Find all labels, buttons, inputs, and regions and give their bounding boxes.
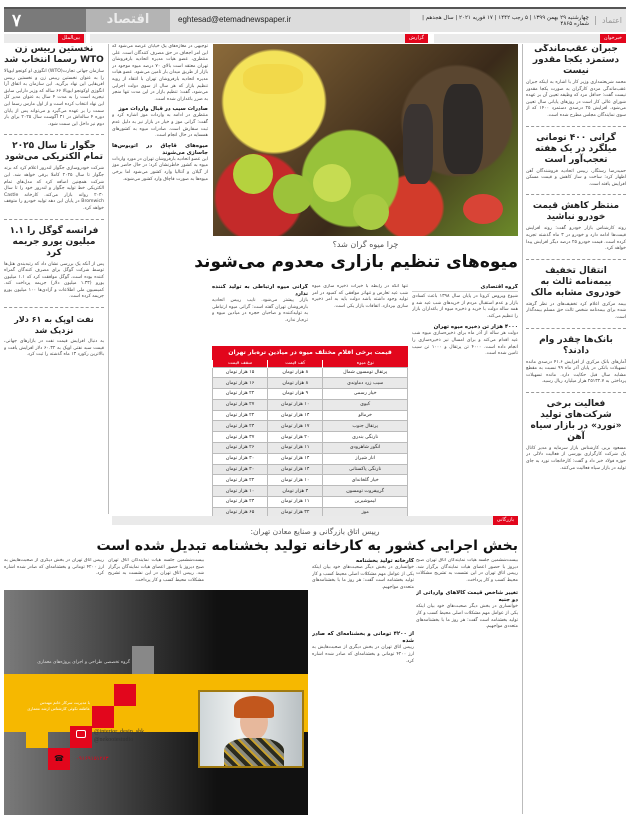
column-header: نوع میوه	[323, 360, 408, 367]
max-price-cell: ۲۶ هزار تومان	[213, 443, 268, 454]
lead: شیوع ویروس کرونا در پایان سال ۱۳۹۸ باعث کسادی بازار و عدم استقبال مردم از خریدهای شب عید شد و همه ساله دولت با خرید و ذخیره میوه از باغداران بازار را تنظیم می‌کند.	[412, 294, 518, 319]
article-title: جبران عقب‌ماندگی دستمزد یکجا مقدور نیست	[532, 44, 620, 76]
min-price-cell: ۱۰ هزار تومان	[268, 475, 323, 486]
commerce-col-2	[108, 558, 204, 586]
article-body: سازمان جهانی تجارت(WTO) انگوزی او کونجو ایویالا را به عنوان نخستین رییس زن و نخستین رییس افریقایی این نهاد برگزید. این سازمان به اتفاق آرا انگوزی اوکونجو ایویالا ۶۶ ساله که وزیر دارایی سابق نیجریه است را به مدت ۴ سال به عنوان مدیر کل این نهاد انتخاب کرده است و از اول مارس رسما این سمت را بر عهده می‌گیرد و می‌تواند پس از پایان دوره ۴ ساله‌اش در ۳۱ آگوست سال ۲۰۲۵ برای بار دوم نیز داخل این سمت شود.	[4, 69, 104, 127]
article-body: بیست‌ششمین جلسه هیات نمایندگان اتاق تهران صبح دیروز با حضور اعضای هیات نمایندگان برگزار شد. رییس اتاق تهران در این نشست به تشریح مشکلات محیط کسب و کار پرداخت.	[108, 558, 204, 583]
commerce-col-4	[416, 558, 518, 814]
min-price-cell: ۱۷ هزار تومان	[268, 421, 323, 432]
article-body: حمیدرضا رستگار، رییس اتحادیه فروشندگان آهن اظهار کرد: ساخت و ساز کاهش و قیمت مسکن افزایش یافته است.	[526, 168, 626, 187]
article-title: جگوار تا سال ۲۰۲۵ تمام الکتریکی می‌شود	[4, 141, 104, 163]
page-number: ۷	[4, 9, 86, 32]
price-table	[212, 346, 408, 519]
headline: میوه‌های تنظیم بازاری معدوم می‌شوند	[194, 252, 518, 272]
ad-name-line: عاطفه نکوئی کارشناس ارشد معماری	[27, 706, 90, 711]
min-price-cell: ۱۴ هزار تومان	[268, 464, 323, 475]
article-body: رییس اتاق تهران در بخش دیگری از صحبت‌هایش به ارز ۴۲۰۰ تومانی و بخشنامه‌ای که صادر شده اشاره کرد.	[312, 645, 414, 664]
right-column	[526, 44, 626, 814]
subheading: ۴۰۰۰ هزار تن ذخیره میوه تهران	[433, 324, 518, 331]
max-price-cell: ۲۷ هزار تومان	[213, 399, 268, 410]
table-row	[213, 464, 408, 475]
article-body: تنها آنکه در رابطه با خیرات ذخیره سازی میوه شب عید تعارض و تنهاتر موافقی که کمبود در امر تولید وجود داشته باشد دولت باید به امر ذخیره سازی بپردازد. اتفاقات بازار یکی است.	[312, 284, 408, 309]
date-line: چهارشنبه ۲۹ بهمن ۱۳۹۹ | ۵ رجب ۱۴۴۲ | ۱۷ فوریه ۲۰۲۱ | سال هجدهم | شماره ۴۸۶۵	[422, 14, 589, 27]
article-body: این عضو اتحادیه بارفروشان تهران در مورد واردات میوه به کشور خاطرنشان کرد: در حال حاضر موز از گیلان و آنتالیا وارد کشور می‌شود اما برخی میوه‌ها به صورت قاچاق وارد کشور می‌شوند.	[112, 156, 208, 182]
instagram-icon	[76, 730, 86, 738]
table-row	[213, 389, 408, 400]
page-header	[4, 7, 626, 32]
fruit-name-cell: خیار رسمی	[323, 389, 408, 400]
min-price-cell: ۳۲ هزار تومان	[268, 507, 323, 518]
fruit-name-cell: انار شیراز	[323, 453, 408, 464]
min-price-cell: ۹ هزار تومان	[268, 389, 323, 400]
table-row	[213, 486, 408, 497]
article-title: فعالیت برخی شرکت‌های تولید «نورد» در بازار سیاه آهن	[530, 398, 622, 442]
ad-studio-name: استودیو طراحی نکوئی	[7, 684, 109, 694]
article-title: گرانی ۴۰۰ تومانی میلگرد در یک هفته تعجب‌آور است	[534, 132, 617, 165]
min-price-cell: ۱۰ هزار تومان	[268, 399, 323, 410]
ad-portrait-photo	[198, 690, 304, 768]
fruit-market-photo	[213, 44, 518, 236]
subheading: صادرات سیب در قبال واردات موز	[118, 106, 208, 113]
table-row	[213, 432, 408, 443]
fruit-name-cell: نارنگی پاکستانی	[323, 464, 408, 475]
article-title: نخستین رییس زن WTO رسما انتخاب شد	[4, 44, 104, 65]
max-price-cell: ۲۲ هزار تومان	[213, 475, 268, 486]
article-body: بیست‌ششمین جلسه هیات نمایندگان اتاق تهران صبح دیروز با حضور اعضای هیات نمایندگان برگزار شد. رییس اتاق تهران در این نشست به تشریح مشکلات محیط کسب و کار پرداخت.	[416, 558, 518, 583]
article-body: پس از آنکه یک بررسی نشان داد که رتبه‌بندی هتل‌ها توسط شرکت گوگل برای مصرف کنندگان گمراه کننده بوده است، گوگل موافقت کرد که ۱.۱ میلیون یورو (۱.۳۳ میلیون دلار) جریمه پرداخت کند. کمیسیون ملی اطلاعات و آزادی‌ها ۱۰۰ میلیون یورو جریمه کرده است.	[4, 261, 104, 300]
max-price-cell: ۲۲ هزار تومان	[213, 389, 268, 400]
article-body: شرکت خودروسازی جگوار لندرور اعلام کرد که برند جگوار تا سال ۲۰۲۵ کاملا برقی خواهد شد. این شرکت همچنین اضافه کرد که مدل‌های تمام الکتریکی خط تولید جگوار و لندرور خود را تا سال ۲۰۳۰ روانه بازار می‌کند. کارخانه Castle Bromwich در پایان این دهه تولید خودرو را متوقف خواهد کرد.	[4, 166, 104, 211]
subheading: کارخانه تولید بخشنامه	[355, 558, 414, 564]
tag-commerce: بازرگانی	[493, 516, 518, 525]
max-price-cell: ۱۵ هزار تومان	[213, 367, 268, 378]
min-price-cell: ۲۰ هزار تومان	[268, 432, 323, 443]
mid-left-column	[112, 44, 208, 514]
commerce-col-3	[312, 558, 414, 814]
article-body: آمارهای بانک مرکزی از افزایش ۴۱.۶ درصدی مانده تسهیلات بانکی در پایان آذر ماه ۹۹ نسبت به مقطع مشابه سال قبل حکایت دارد. مانده تسهیلات پرداختی به ۲۵۱۳۲.۷ هزار میلیارد ریال رسید.	[526, 359, 626, 385]
min-price-cell: ۸ هزار تومان	[268, 367, 323, 378]
min-price-cell: ۴ هزار تومان	[268, 486, 323, 497]
tagbar-report	[90, 34, 428, 43]
fruit-name-cell: موز	[323, 507, 408, 518]
byline: گروه اقتصادی	[412, 284, 518, 292]
max-price-cell: ۱۰ هزار تومان	[213, 486, 268, 497]
article-body: محمد شریعتمداری وزیر کار با اشاره به اینکه جبران عقب‌ماندگی مزدی کارگران به صورت یکجا مقدور نیست گفت: حداقل مزد که وظیفه تعیین آن بر عهده شورای عالی کار است در روزهای پایانی سال تعیین می‌شود. افزایش ۲۵ درصدی دستمزد ۱۴۰۰ که از سوی نمایندگان مجلس مطرح شده است.	[526, 80, 626, 118]
fruit-name-cell: نارنگی بندری	[323, 432, 408, 443]
tagbar-commerce	[112, 516, 518, 525]
main-col-a	[312, 284, 408, 344]
advertisement	[4, 590, 308, 815]
table-row	[213, 497, 408, 508]
max-price-cell: ۱۶ هزار تومان	[213, 378, 268, 389]
article-title: فرانسه گوگل را ۱.۱ میلیون یورو جریمه کرد	[9, 225, 99, 258]
table-row	[213, 421, 408, 432]
section-title: اقتصاد	[86, 9, 170, 32]
main-headline-block	[194, 240, 518, 272]
subheading: از ۴۲۰۰ تومانی و بخشنامه‌ای که صادر شده	[312, 631, 414, 645]
table-row	[213, 443, 408, 454]
min-price-cell: ۱۴ هزار تومان	[268, 453, 323, 464]
tagbar-international	[4, 34, 86, 43]
commerce-headline-block	[96, 527, 518, 554]
table-row	[213, 410, 408, 421]
min-price-cell: ۱۱ هزار تومان	[268, 443, 323, 454]
article-body: خوانساری در بخش دیگر صحبت‌های خود بیان اینکه یکی از عوامل مهم مشکلات اصلی محیط کسب و کار تولید بخشنامه است گفت: هر روز ما با بخشنامه‌های متعددی مواجهیم.	[312, 565, 414, 590]
max-price-cell: ۲۴ هزار تومان	[213, 421, 268, 432]
ad-manager: با مدیریت سرکار خانم مهندس	[39, 700, 90, 705]
article-title: منتظر کاهش قیمت خودرو نباشید	[532, 201, 620, 223]
article-body: بازار پیشتر می‌شود. نایب رییس اتحادیه بارفروشان تهران گفته است: گرانی میوه ارتباطی به تولیدکننده و صاحبان حجره در میادین میوه و تره‌بار ندارد.	[212, 298, 308, 323]
fruit-name-cell: پرتقال جنوب	[323, 421, 408, 432]
max-price-cell: ۶۵ هزار تومان	[213, 507, 268, 518]
article-title: نفت اوپک به ۶۱ دلار نزدیک شد	[14, 315, 94, 336]
fruit-name-cell: انگور شاهرودی	[323, 443, 408, 454]
tag-international: بین‌الملل	[58, 34, 84, 43]
main-col-side	[412, 284, 518, 510]
column-header: سقف قیمت	[213, 360, 268, 367]
max-price-cell: ۲۴ هزار تومان	[213, 497, 268, 508]
tagbar-news	[434, 34, 626, 43]
main-col-b	[212, 284, 308, 344]
article-body: روند کارشناس بازار خودرو گفت: روند افزایش قیمت‌ها ادامه دارد و خودرو در ۳ ماه گذشته تجربه کرده است. قیمت خودرو ۲۵ درصد دیگر افزایش پیدا خواهد کرد.	[526, 226, 626, 252]
article-body: بیمه مرکزی اعلام کرد تخفیف‌های در نظر گرفته شده برای بیمه‌نامه شخص ثالث حق مسلم بیمه‌گذار است.	[526, 301, 626, 320]
subheading: میوه‌های قاچاق در اتوبوس‌ها جاسازی می‌شوند	[112, 142, 208, 156]
article-title: بانک‌ها چقدر وام دادند؟	[539, 334, 613, 356]
max-price-cell: ۳۰ هزار تومان	[213, 453, 268, 464]
newspaper-logo: اعتماد	[595, 16, 622, 25]
table-title: قیمت برخی اقلام مختلف میوه در میادین تره‌بار تهران	[212, 346, 408, 360]
left-column	[4, 44, 104, 514]
fruit-name-cell: کیوی	[323, 399, 408, 410]
fruit-name-cell: پرتقال تومسون شمال	[323, 367, 408, 378]
column-header: کف قیمت	[268, 360, 323, 367]
article-body: دولت هر ساله از آذر ماه برای ذخیره‌سازی میوه شب عید اقدام می‌کند و برای امسال نیز ذخیره‌سازی را انجام داده است. ۴۰۰۰ تن پرتقال و ۱۰۰۰ تن سیب تامین شده است.	[412, 331, 518, 357]
email-link[interactable]: eghtesad@etemadnewspaper.ir	[170, 9, 410, 32]
max-price-cell: ۳۷ هزار تومان	[213, 432, 268, 443]
fruit-name-cell: لیموشیرین	[323, 497, 408, 508]
article-body: خوانساری در بخش دیگر صحبت‌های خود بیان اینکه یکی از عوامل مهم مشکلات اصلی محیط کسب و کار تولید بخشنامه است گفت: هر روز ما با بخشنامه‌های متعددی مواجهیم.	[416, 604, 518, 630]
fruit-name-cell: خیار گلخانه‌ای	[323, 475, 408, 486]
table-row	[213, 399, 408, 410]
ad-phone[interactable]: ۰۹۱۶۹۱۵۱۲۸۳	[76, 756, 109, 762]
ad-tagline: گروه تخصصی طراحی و اجرای پروژه‌های معماری	[37, 660, 130, 665]
kicker: چرا میوه گران شد؟	[332, 240, 399, 249]
max-price-cell: ۳۰ هزار تومان	[213, 464, 268, 475]
article-body: توجیهی در مغازه‌های یک خیابان عرضه می‌شود که این امر اجحاف در حق مصرف کنندگان است. علی منتظری، عضو هیات مدیره اتحادیه بارفروشان تهران معتقد است بالای ۷۰ درصد میوه موجود در بازار از طریق میدان بار تامین می‌شود. عضو هیات مدیره اتحادیه بارفروشان تهران با انتقاد از رویه تنظیم بازار که هر سال از سوی دولت اجرایی می‌شود، گفت: تنظیم بازار در این مدت تنها منجر به ضرر باغداران شده است.	[112, 44, 208, 102]
tag-report: گزارش	[405, 34, 428, 43]
headline: بخش اجرایی کشور به کارخانه تولید بخشنامه تبدیل شده است	[96, 538, 518, 554]
table-row	[213, 378, 408, 389]
min-price-cell: ۱۴ هزار تومان	[268, 410, 323, 421]
fruit-name-cell: سیب زرد دماوندی	[323, 378, 408, 389]
fruit-name-cell: خرمالو	[323, 410, 408, 421]
article-body: به دنبال افزایش قیمت نفت در بازارهای جهانی، قیمت سبد نفتی اوپک به ۶۰.۳۲ دلار افزایش یافت و بالاترین رکورد ۱۳ ماه گذشته را ثبت کرد.	[4, 339, 104, 358]
instagram-handle-2[interactable]: @nekooiestudio	[94, 737, 134, 743]
article-title: انتقال تخفیف بیمه‌نامه ثالث به خودروی مشابه مالک	[530, 265, 622, 298]
table-row	[213, 453, 408, 464]
fruit-name-cell: گریپفروت تومسون	[323, 486, 408, 497]
table-row	[213, 367, 408, 378]
min-price-cell: ۱۱ هزار تومان	[268, 497, 323, 508]
article-body: مسعود بربر، کارشناس بازار سرمایه و مدیر کانال یک شرکت کارگزاری بورسی از فعالیت دلالی در حوزه فولاد خبر داد و گفت: کارخانجات نورد به جای تولید در بازار سیاه فعالیت می‌کنند.	[526, 445, 626, 471]
article-body: منتظری در ادامه به واردات موز اشاره کرد و گفت: گرانی موز و خیار در بازار نیز به دلیل عدم ثبت سفارش است. صادرات میوه به کشورهای همسایه در حال انجام است.	[112, 113, 208, 139]
instagram-handle-1[interactable]: @interior_desin_shk	[94, 729, 145, 735]
subheading: گرانی میوه ارتباطی به تولید کننده ندارد	[212, 284, 308, 297]
subheading: تغییر شاخص قیمت کالاهای وارداتی از دو جنبه	[416, 590, 518, 604]
phone-icon: ☎	[54, 754, 64, 763]
article-body: رییس اتاق تهران در بخش دیگری از صحبت‌هایش به ارز ۴۲۰۰ تومانی و بخشنامه‌ای که صادر شده اشاره کرد.	[4, 558, 104, 577]
tag-news: خبرخوان	[600, 34, 626, 43]
max-price-cell: ۲۲ هزار تومان	[213, 410, 268, 421]
commerce-col-1	[4, 558, 104, 586]
kicker: رییس اتاق بازرگانی و صنایع معادن تهران:	[250, 527, 380, 536]
min-price-cell: ۸ هزار تومان	[268, 378, 323, 389]
table-row	[213, 475, 408, 486]
